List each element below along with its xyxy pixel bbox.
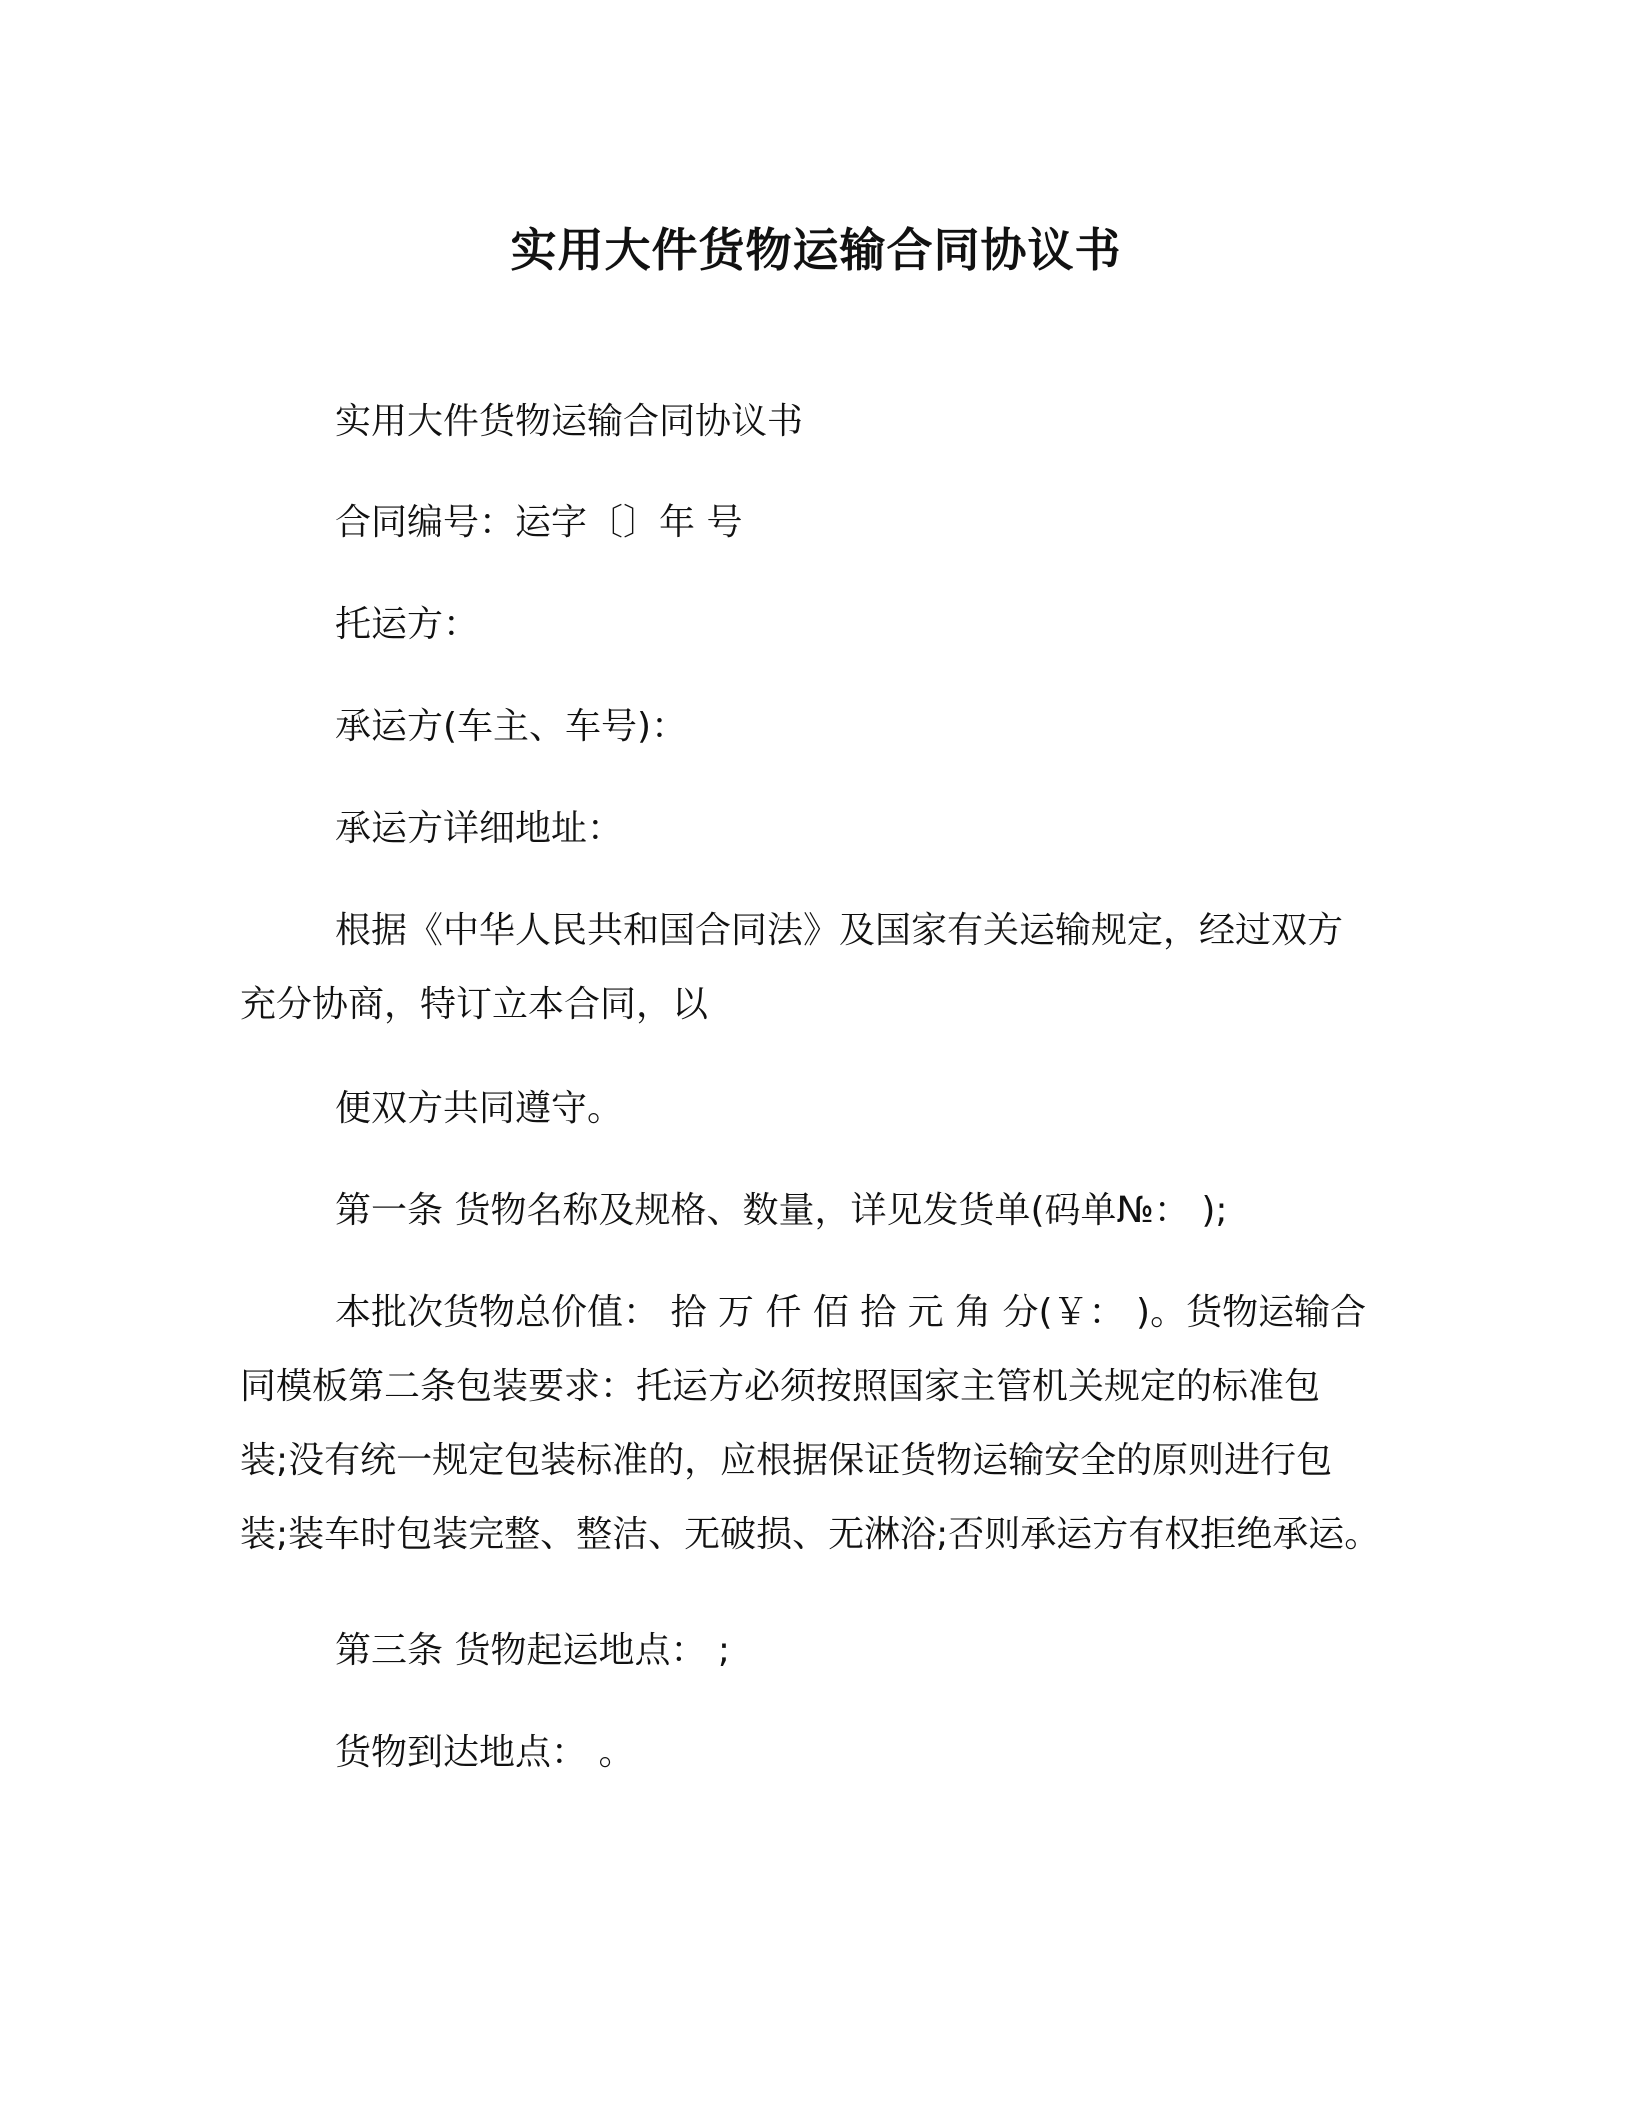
value-line: 装;装车时包装完整、整洁、无破损、无淋浴;否则承运方有权拒绝承运。	[240, 1514, 1381, 1555]
value-line: 装;没有统一规定包装标准的，应根据保证货物运输安全的原则进行包	[240, 1440, 1333, 1481]
intro-line: 充分协商，特订立本合同，以	[240, 984, 709, 1025]
value-paragraph	[240, 1276, 1430, 1572]
contract-number-line: 合同编号：运字〔〕年 号	[335, 502, 743, 543]
carrier-line: 承运方(车主、车号)：	[335, 706, 688, 747]
value-line: 本批次货物总价值： 拾 万 仟 佰 拾 元 角 分(￥： )。货物运输合	[335, 1292, 1367, 1333]
shipper-line: 托运方：	[335, 604, 480, 645]
intro-continuation-line: 便双方共同遵守。	[335, 1088, 624, 1129]
intro-line: 根据《中华人民共和国合同法》及国家有关运输规定，经过双方	[335, 910, 1344, 951]
article-1-line: 第一条 货物名称及规格、数量，详见发货单(码单№： );	[335, 1190, 1228, 1231]
destination-line: 货物到达地点： 。	[335, 1732, 635, 1773]
carrier-address-line: 承运方详细地址：	[335, 808, 624, 849]
subtitle-line: 实用大件货物运输合同协议书	[335, 401, 804, 442]
value-line: 同模板第二条包装要求：托运方必须按照国家主管机关规定的标准包	[240, 1366, 1321, 1407]
article-3-line: 第三条 货物起运地点： ;	[335, 1630, 731, 1671]
document-title: 实用大件货物运输合同协议书	[510, 223, 1122, 277]
intro-paragraph	[240, 894, 1430, 1042]
